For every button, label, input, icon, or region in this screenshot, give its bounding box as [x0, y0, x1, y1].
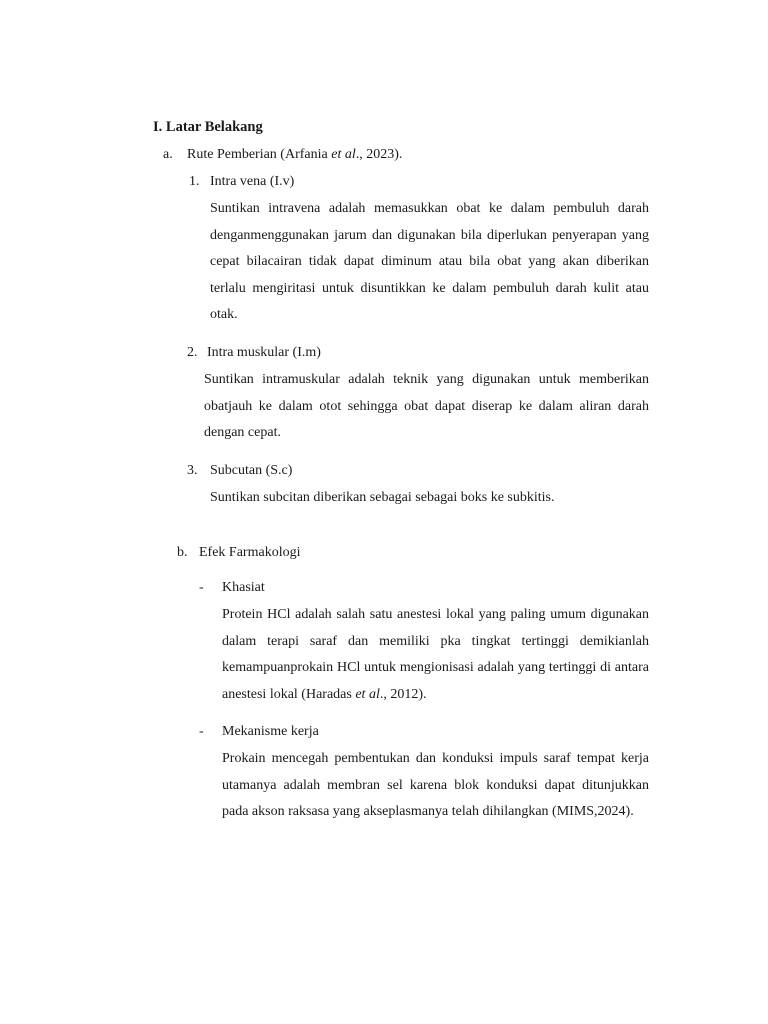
subsection-b-heading: Efek Farmakologi: [199, 545, 301, 560]
khasiat-body: [222, 602, 649, 708]
subsection-a-heading: [187, 147, 402, 163]
subsection-a-label: Rute Pemberian (Arfania: [187, 147, 332, 162]
subsection-a-marker: a.: [163, 147, 173, 162]
item-1-marker: 1.: [189, 174, 200, 189]
item-2-title: Intra muskular (I.m): [207, 345, 321, 360]
subsection-a-cite-italic: et al: [331, 147, 356, 162]
khasiat-cite-italic: et al: [355, 686, 380, 702]
mekanisme-body: Prokain mencegah pembentukan dan konduksi impuls saraf tempat kerja utamanya adalah membran sel karena blok konduksi dapat ditunjukkan pada akson raksasa yang akseplasmanya telah dihilangkan (MIMS,2024).: [222, 751, 649, 820]
subsection-b-marker: b.: [177, 545, 188, 560]
khasiat-body-text: Protein HCl adalah salah satu anestesi lokal yang paling umum digunakan dalam terapi saraf dan memiliki pka tingkat tertinggi demikianlah kemampuanprokain HCl untuk mengionisasi adalah yang tertinggi di antara anestesi lokal (Haradas: [222, 607, 649, 702]
item-1-title: Intra vena (I.v): [210, 174, 295, 189]
mekanisme-marker: -: [199, 724, 204, 739]
item-3-marker: 3.: [187, 463, 198, 478]
khasiat-marker: -: [199, 580, 204, 595]
item-2-body: Suntikan intramuskular adalah teknik yang digunakan untuk memberikan obatjauh ke dalam otot sehingga obat dapat diserap ke dalam aliran darah dengan cepat.: [204, 372, 649, 441]
mekanisme-title: Mekanisme kerja: [222, 724, 319, 739]
item-3-body: Suntikan subcitan diberikan sebagai sebagai boks ke subkitis.: [210, 490, 555, 505]
section-title: I. Latar Belakang: [153, 119, 263, 135]
item-1-body: Suntikan intravena adalah memasukkan obat ke dalam pembuluh darah denganmenggunakan jarum dan digunakan bila diperlukan penyerapan yang cepat bilacairan tidak dapat diminum atau bila obat yang akan diberikan terlalu mengiritasi untuk disuntikkan ke dalam pembuluh darah kulit atau otak.: [210, 201, 649, 323]
khasiat-title: Khasiat: [222, 580, 265, 595]
subsection-a-cite-tail: ., 2023).: [355, 147, 403, 162]
item-3-title: Subcutan (S.c): [210, 463, 293, 478]
khasiat-cite-tail: ., 2012).: [379, 686, 427, 702]
item-2-marker: 2.: [187, 345, 198, 360]
